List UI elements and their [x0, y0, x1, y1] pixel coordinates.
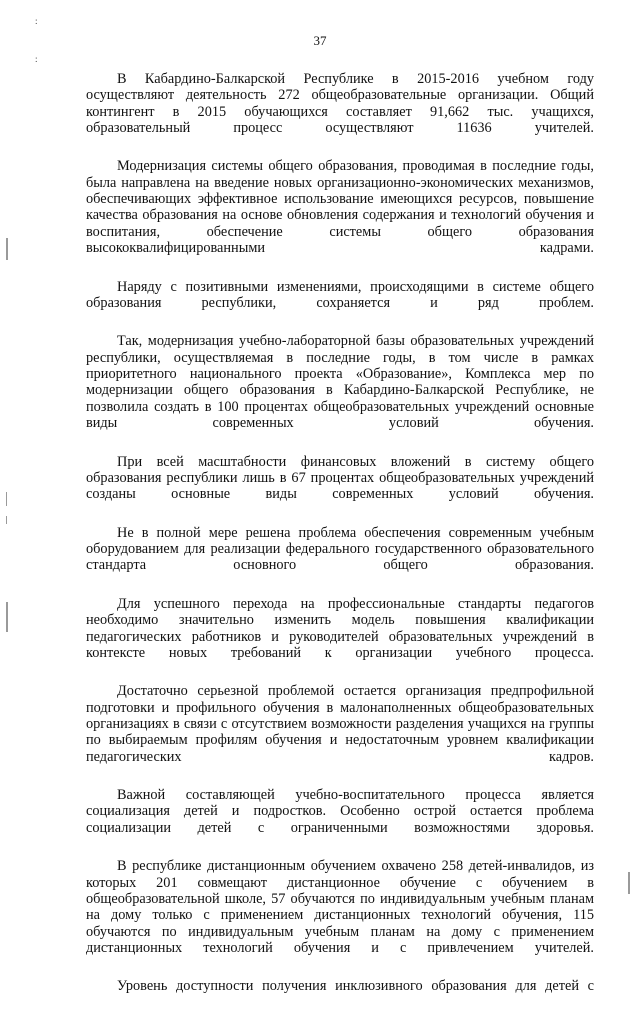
paragraph: В Кабардино-Балкарской Республике в 2015-2016 учебном году осуществляют деятельность 272 общеобразовательные организации. Общий контингент в 2015 обучающихся составляет 91,662 тыс. учащихся, образовательный процесс осуществляют 11636 учителей.: [86, 71, 594, 136]
paragraph: При всей масштабности финансовых вложений в систему общего образования республики лишь в 67 процентах общеобразовательных учреждений созданы основные виды современных условий обучения.: [86, 453, 594, 503]
paragraph: Так, модернизация учебно-лабораторной базы образовательных учреждений республики, осуществляемая в последние годы, в том числе в рамках приоритетного национального проекта «Образование», Комплекса мер по модернизации общего образования в Кабардино-Балкарской Республике, не позволила создать в 100 процентах общеобразовательных учреждений основные виды современных условий обучения.: [86, 333, 594, 431]
scan-speck: :: [35, 54, 38, 64]
paragraph: Для успешного перехода на профессиональные стандарты педагогов необходимо значительно изменить модель повышения квалификации педагогических работников и руководителей образовательных учреждений в контексте новых требований к организации учебного процесса.: [86, 595, 594, 661]
scan-edge-mark: [6, 516, 7, 524]
paragraph: Достаточно серьезной проблемой остается организация предпрофильной подготовки и профильного обучения в малонаполненных общеобразовательных организациях в связи с отсутствием возможности разделения учащихся на группы по выбираемым профилям обучения и недостаточным уровнем квалификации педагогических кадров.: [86, 683, 594, 765]
paragraph: Модернизация системы общего образования, проводимая в последние годы, была направлена на введение новых организационно-экономических механизмов, обеспечивающих эффективное использование имеющихся ресурсов, повышение качества образования на основе обновления содержания и технологий обучения и воспитания, обеспечение системы общего образования высококвалифицированными кадрами.: [86, 158, 594, 256]
paragraph: Не в полной мере решена проблема обеспечения современным учебным оборудованием для реализации федерального государственного образовательного стандарта основного общего образования.: [86, 524, 594, 574]
scan-edge-mark: [628, 872, 630, 894]
paragraph: Уровень доступности получения инклюзивного образования для детей с: [117, 978, 594, 995]
scan-edge-mark: [6, 492, 7, 506]
scan-edge-mark: [6, 602, 8, 632]
document-body: [86, 71, 594, 1011]
scan-speck: :: [35, 16, 38, 26]
page-number: 37: [313, 33, 327, 48]
scan-edge-mark: [6, 238, 8, 260]
paragraph: Важной составляющей учебно-воспитательного процесса является социализация детей и подростков. Особенно острой остается проблема социализации детей с ограниченными возможностями здоровья.: [86, 787, 594, 836]
paragraph: В республике дистанционным обучением охвачено 258 детей-инвалидов, из которых 201 совмещают дистанционное обучение с обучением в общеобразовательной школе, 57 обучаются по индивидуальным учебным планам на дому только с применением дистанционных технологий обучения, 115 обучаются по индивидуальным учебным планам на дому с применением дистанционных технологий обучения и с привлечением учителей.: [86, 858, 594, 956]
paragraph: Наряду с позитивными изменениями, происходящими в системе общего образования республики, сохраняется и ряд проблем.: [86, 278, 594, 311]
